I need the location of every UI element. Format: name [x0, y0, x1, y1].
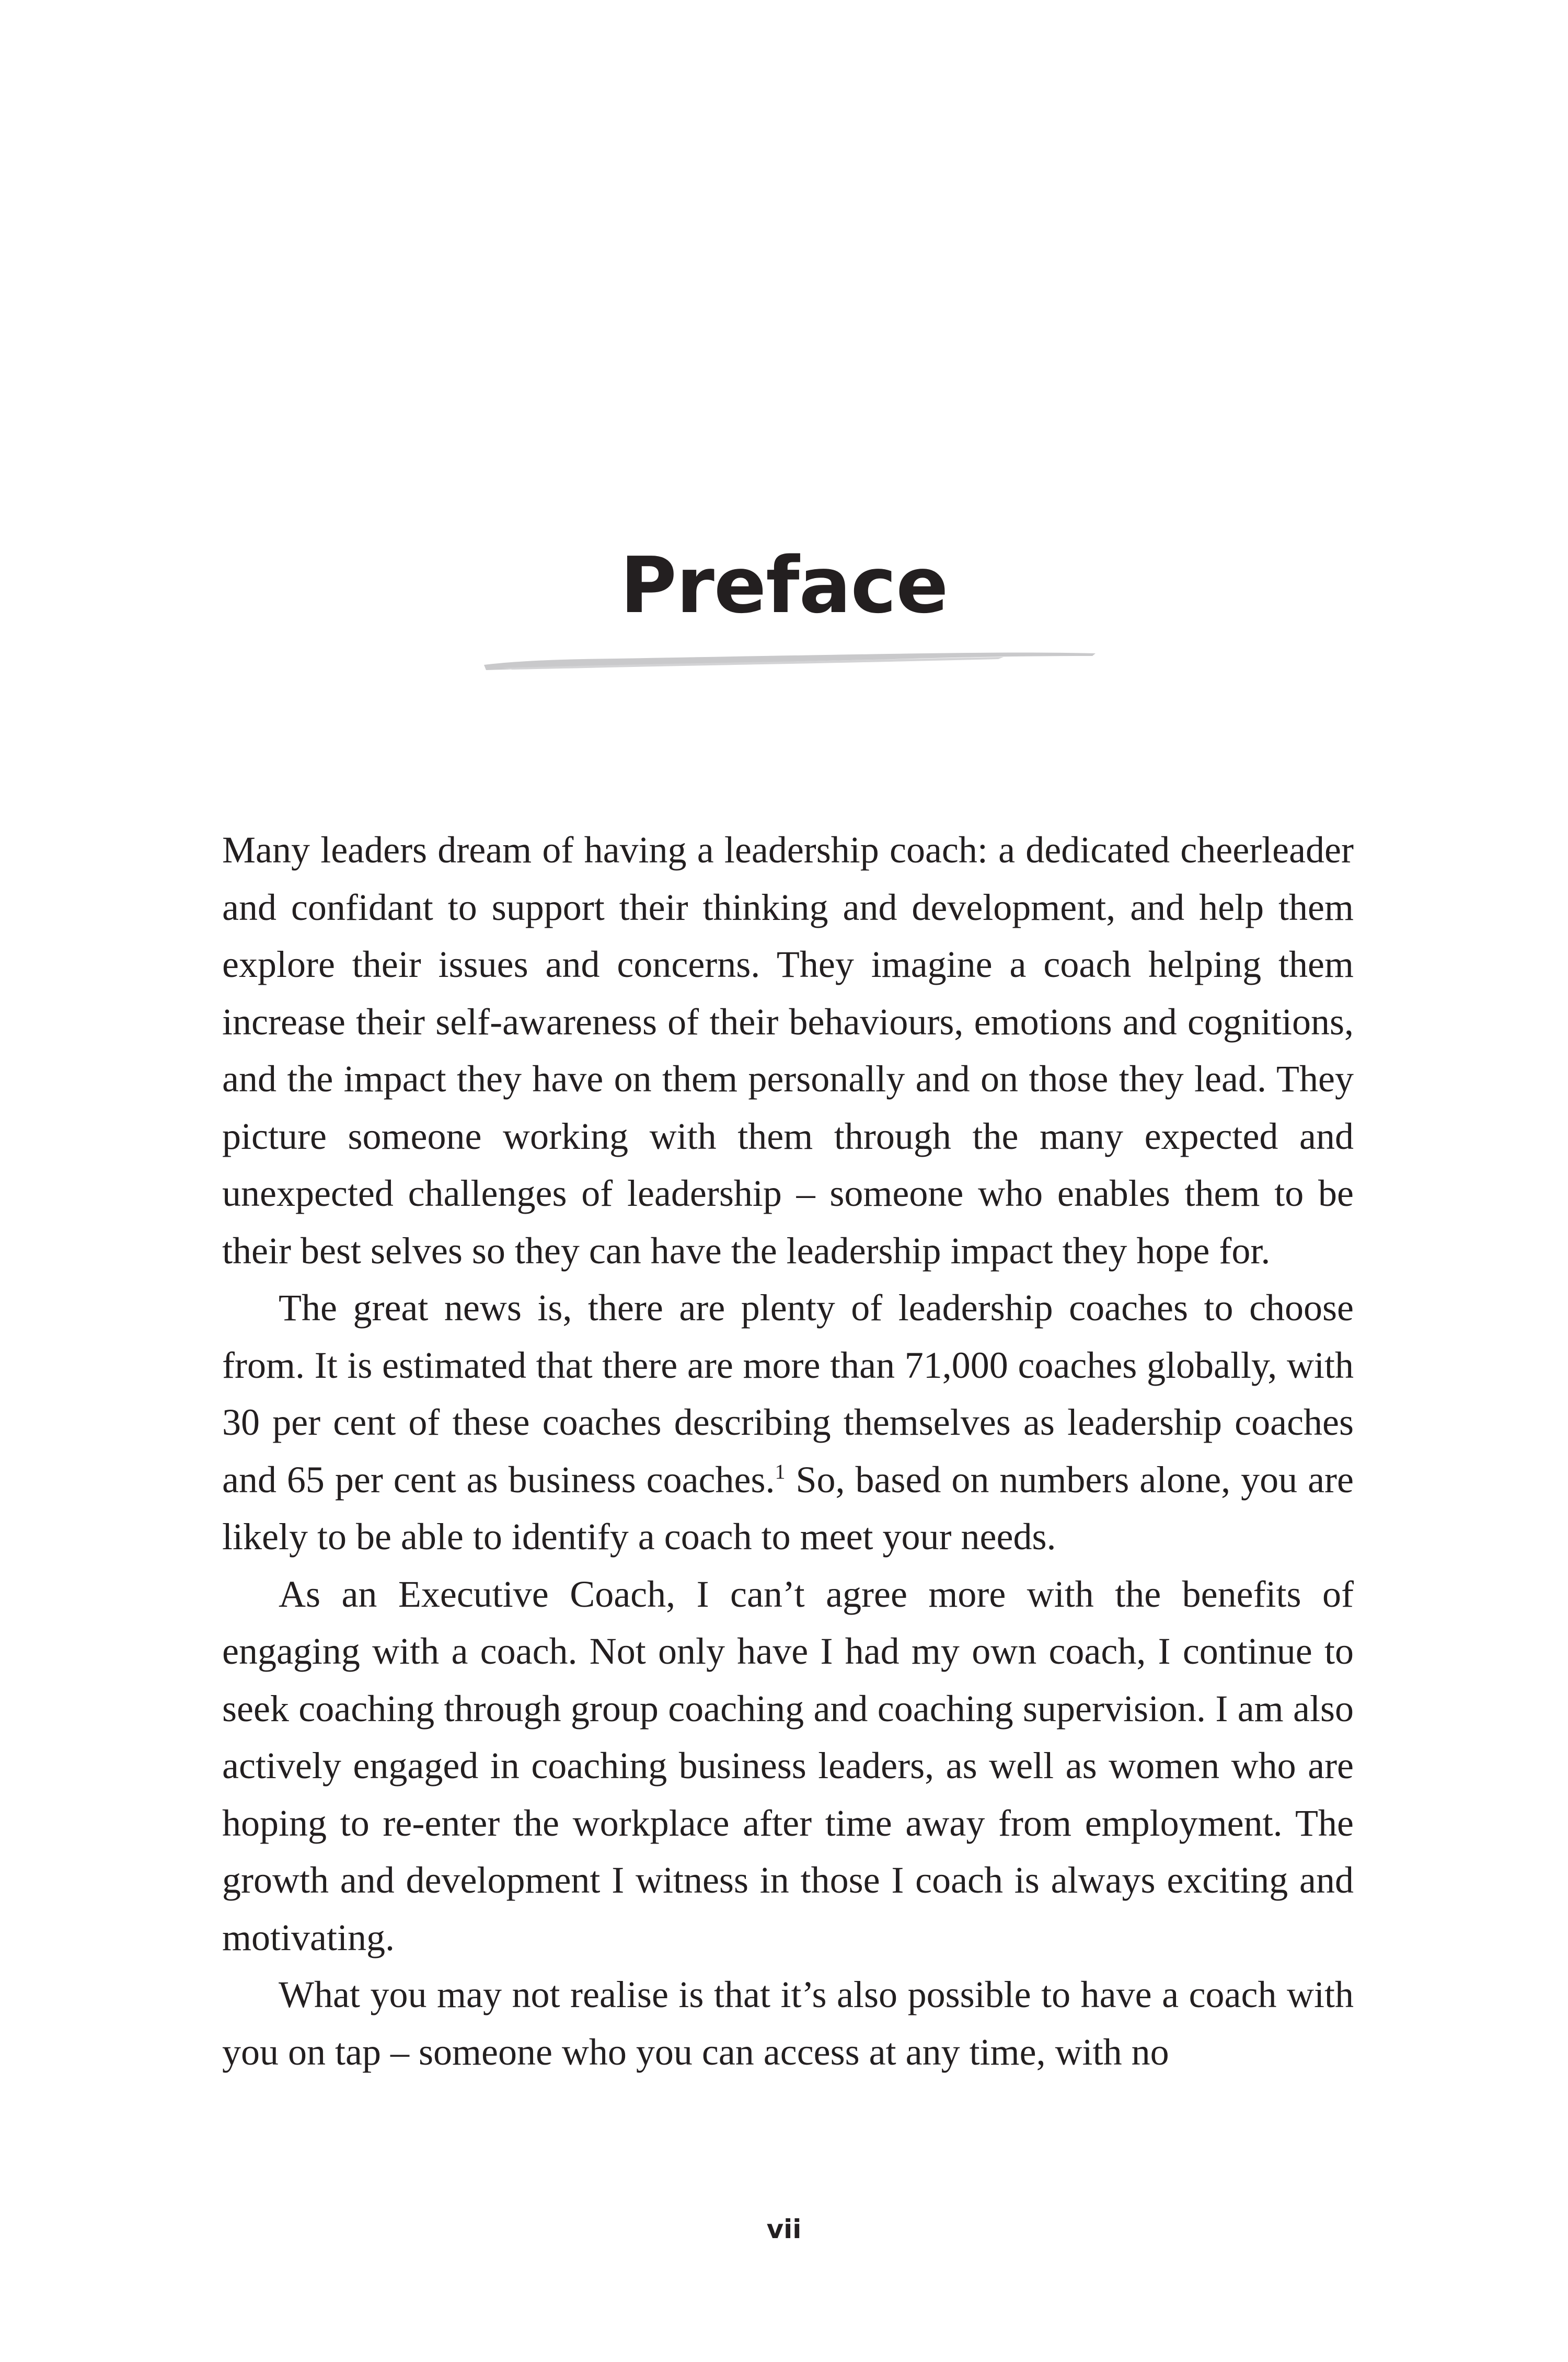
paragraph-4: What you may not realise is that it’s also possible to have a coach with you on tap – someone who you can access at any time, with no	[222, 1974, 1354, 2073]
page-number: vii	[766, 2214, 802, 2244]
paragraph-2-text-b: So, based on numbers alone, you are likely to be able to identify a coach to meet your needs.	[222, 1458, 1354, 1558]
page-title: Preface	[620, 540, 948, 630]
paragraph-2	[222, 1280, 1354, 1566]
footnote-marker-1[interactable]: 1	[775, 1459, 786, 1483]
decorative-brush-stroke	[481, 642, 1098, 678]
paragraph-3: As an Executive Coach, I can’t agree more with the benefits of engaging with a coach. Not only have I had my own coach, I continue to seek coaching through group coaching and coaching supervision. I am also actively engaged in coaching business leaders, as well as women who are hoping to re-enter the workplace after time away from employment. The growth and development I witness in those I coach is always exciting and motivating.	[222, 1573, 1354, 1958]
preface-body	[222, 822, 1354, 2081]
paragraph-2-text-a: The great news is, there are plenty of leadership coaches to choose from. It is estimated that there are more than 71,000 coaches globally, with 30 per cent of these coaches describing themselves as leadership coaches and 65 per cent as business coaches.	[222, 1287, 1354, 1501]
paragraph-1: Many leaders dream of having a leadership coach: a dedicated cheerleader and confidant to support their thinking and development, and help them explore their issues and concerns. They imagine a coach helping them increase their self-awareness of their behaviours, emotions and cognitions, and the impact they have on them personally and on those they lead. They picture someone working with them through the many expected and unexpected challenges of leadership – someone who enables them to be their best selves so they can have the leadership impact they hope for.	[222, 829, 1354, 1272]
